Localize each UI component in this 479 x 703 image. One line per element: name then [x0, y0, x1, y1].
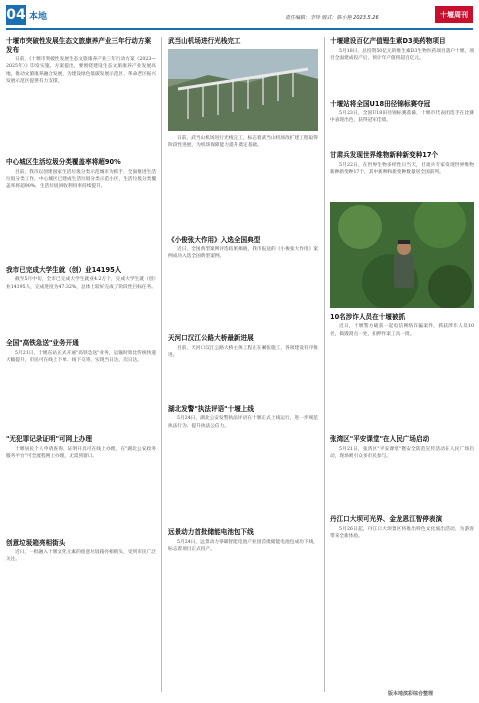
column-middle [168, 37, 318, 624]
header-rule [6, 28, 473, 30]
column-left [6, 37, 156, 623]
column-divider [161, 37, 162, 692]
photo-railway-bridge [168, 49, 318, 131]
article-body: 日前，《十堰市突破性发展生态文旅康养产业三年行动方案（2023—2025年）》印发实施。方案提出，要围绕建设生态文旅康养产业发展高地，推动文旅康养融合发展，为建设绿色低碳发展示范区、革命老区振兴发展示范区提供有力支撑。 [6, 57, 156, 85]
article-body: 5月23日，全国U18田径锦标赛落幕，十堰市代表团选手在比赛中表现出色，获得冠军佳绩。 [330, 111, 474, 124]
article-title: 创意垃圾箱亮相街头 [6, 538, 66, 547]
article-title: 10名涉诈人员在十堰被抓 [330, 312, 406, 321]
article-body: 近日，全国典型案例评选结果揭晓，我市报送的《小俊张大作用》案例成功入选全国典型案例。 [168, 247, 318, 260]
article-body: 5月22日，在世界生物多样性日当天，甘肃兵专家发现世界维物新种新变种17个，其中新种和新变种数量居全国前列。 [330, 162, 474, 176]
article-body: 十堰居民个人申请查询、证明开具可在线上办理，在"湖北公安政务服务平台"可全流程网上办理，无需到窗口。 [6, 446, 156, 459]
article-title: 远景动力首批储能电池包下线 [168, 528, 254, 537]
article-title: 武当山机场进行光栈完工 [168, 37, 241, 45]
article-title: 甘肃兵发现世界维物新种新变种17个 [330, 151, 439, 160]
editor-line: 责任编辑：李玲 版式：陈小艳 2023.5.26 [285, 15, 379, 21]
article-title: 十堰市突破性发展生态文旅康养产业三年行动方案发布 [6, 37, 152, 54]
article-body: 目前，天河口汉江公路大桥主体工程正在紧张施工，各项建设有序推进。 [168, 345, 318, 359]
article-body: 5月21日，十堰东站正式开通"高铁急送"业务，运输时效比传统快递大幅提升，市民可在线上下单、线下交寄，实现当日达、次日达。 [6, 350, 156, 364]
article-body: 目前，我市以创建国家生活垃圾分类示范城市为抓手，全面推进生活垃圾分类工作，中心城区已建成生活垃圾分类示范小区，生活垃圾分类覆盖率将超90%，生活垃圾回收利用率持续提升。 [6, 169, 156, 190]
page-header [0, 0, 479, 30]
photo-forest-person [330, 202, 474, 308]
article-title: 张湾区"平安课堂"在人民广场启动 [330, 435, 430, 444]
article-title: 天河口汉江公路大桥最新进展 [168, 334, 254, 343]
article-title: 中心城区生活垃圾分类覆盖率将超90% [6, 158, 121, 167]
column-right [330, 37, 474, 556]
article-body: 5月21日，张湾区"平安课堂"暨安全防范宣传活动在人民广场启动，现场吸引众多市民参与。 [330, 446, 474, 460]
article-body: 日前，武当山机场进行光栈完工，标志着武当山机场改扩建工程取得阶段性进展，为机场保障能力提升奠定基础。 [168, 135, 318, 148]
article-body: 5月24日，远景动力零碳智能电池产业园首批储能电池包成功下线，标志着项目正式投产。 [168, 539, 318, 553]
article-title: 湖北发警"执法评语"十堰上线 [168, 404, 254, 413]
article-body: 5月24日，湖北公安发警执法评语在十堰正式上线运行，进一步规范执法行为、提升执法公信力。 [168, 416, 318, 429]
article-title: 《小俊张大作用》入选全国典型 [168, 235, 261, 244]
page-number: 04 [6, 7, 26, 23]
article-body: 近日，一批融入十堰文化元素的创意垃圾箱亮相街头，受到市民广泛关注。 [6, 550, 156, 563]
article-title: 丹江口大坝可光界、金龙恩江智停表演 [330, 514, 443, 523]
masthead-logo: 十堰周刊 [435, 6, 473, 23]
article-title: 全国"高铁急送"业务开通 [6, 339, 79, 348]
column-divider [324, 37, 325, 692]
article-title: 十堰建设百亿产值锂生素D3美药物项目 [330, 37, 446, 45]
article-title: 我市已完成大学生就（创）业14195人 [6, 265, 122, 274]
article-body: 5月26日起，丹江口大坝景区将推出特色文化演出活动，为游客带来全新体验。 [330, 526, 474, 539]
article-title: "无犯罪记录证明"可网上办理 [6, 434, 92, 443]
section-title: 本地 [29, 12, 48, 22]
footer-credit: 版本地滨彩综合整理 [388, 691, 434, 697]
article-body: 5月18日，总投资50亿元的维生素D3生物医药项目落户十堰，项目全面建成投产后，预计年产值将超百亿元。 [330, 48, 474, 61]
article-body: 近日，十堰警方破获一起电信网络诈骗案件，抓获涉诈人员10名，捣毁窝点一处，扣押作案工具一批。 [330, 324, 474, 337]
article-title: 十堰站将全国U18田径锦标赛夺冠 [330, 99, 431, 108]
article-body: 截至5月中旬，全市已完成大学生就业4.2万个，完成大学生就（创）业14195人，完成进度为47.32%，总体上较好完成了阶段性目标任务。 [6, 277, 156, 290]
